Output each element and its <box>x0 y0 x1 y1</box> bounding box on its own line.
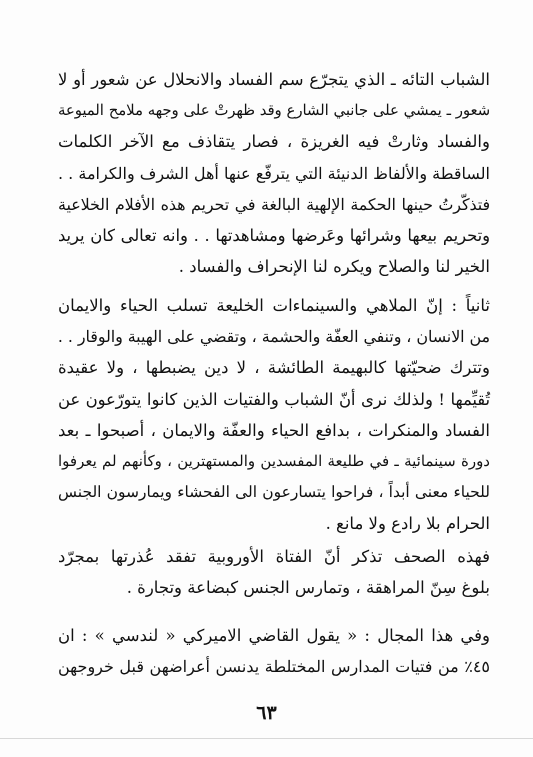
paragraph-4 <box>58 620 490 682</box>
text-line: للحياء معنى أبداً ، فراحوا يتسارعون الى الفحشاء ويمارسون الجنس <box>58 483 490 502</box>
text-line: وتحريم بيعها وشرائها وعَرضها ومشاهدتها . . وانه تعالى كان يريد <box>58 225 490 245</box>
text-line: شعور ـ يمشي على جانبي الشارع وقد ظهرتْ على وجهه ملامح الميوعة <box>58 102 490 120</box>
text-line: ٤٥٪ من فتيات المدارس المختلطة يدنسن أعراضهن قبل خروجهن <box>58 657 490 677</box>
text-line: فتذكّرتُ حينها الحكمة الإلهية البالغة في تحريم هذه الأفلام الخلاعية <box>58 194 490 214</box>
text-line: دورة سينمائية ـ في طليعة المفسدين والمستهترين ، وكأنهم لم يعرفوا <box>58 451 490 470</box>
scan-edge-divider <box>0 738 533 739</box>
text-line: الشباب التائه ـ الذي يتجرّع سم الفساد والانحلال عن شعور أو لا <box>58 70 490 89</box>
text-line: تُقيِّمها ! ولذلك نرى أنّ الشباب والفتيات الذين كانوا يتورّعون عن <box>58 389 490 409</box>
text-line: وتترك ضحيّتها كالبهيمة الطائشة ، لا دين يضبطها ، ولا عقيدة <box>58 358 490 378</box>
text-line: الحرام بلا رادع ولا مانع . <box>325 514 490 534</box>
page-number: ٦٣ <box>256 702 277 724</box>
text-line: والفساد وثارتْ فيه الغريزة ، فصار يتقاذف مع الآخر الكلمات <box>58 132 490 152</box>
paragraph-1 <box>58 64 490 282</box>
paragraph-3 <box>58 541 490 603</box>
text-line: وفي هذا المجال : « يقول القاضي الاميركي « لندسي » : ان <box>58 626 490 645</box>
text-line: الخير لنا والصلاح ويكره لنا الإنحراف والفساد . <box>178 257 490 277</box>
paragraph-2 <box>58 290 490 540</box>
text-line: بلوغ سِنّ المراهقة ، وتمارس الجنس كبضاعة وتجارة . <box>126 578 490 598</box>
text-line: فهذه الصحف تذكر أنّ الفتاة الأوروبية تفقد عُذرتها بمجرّد <box>58 547 490 566</box>
text-line: ثانياً : إنّ الملاهي والسينماءات الخليعة تسلب الحياء والايمان <box>58 296 490 315</box>
text-line: الساقطة والألفاظ الدنيئة التي يترفّع عنها أهل الشرف والكرامة . . <box>58 163 490 183</box>
text-line: من الانسان ، وتنفي العفّة والحشمة ، وتقضي على الهيبة والوقار . . <box>57 327 490 347</box>
text-line: الفساد والمنكرات ، بدافع الحياء والعفّة والايمان ، أصبحوا ـ بعد <box>58 420 490 440</box>
